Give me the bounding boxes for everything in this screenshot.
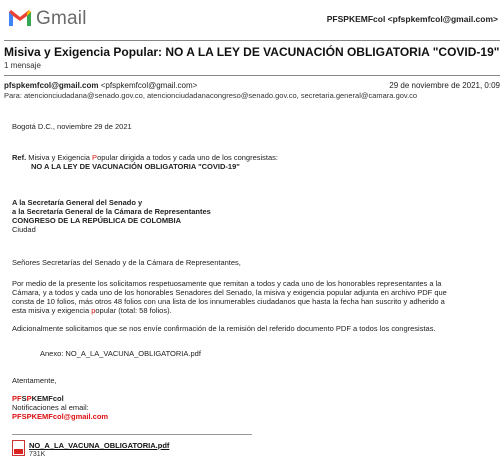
reference-title: NO A LA LEY DE VACUNACIÓN OBLIGATORIA "COVID-19" bbox=[31, 162, 240, 171]
sig-p: P bbox=[12, 394, 18, 403]
attachment-size: 731K bbox=[29, 451, 46, 458]
notification-email[interactable]: PFSPKEMFcol@gmail.com bbox=[12, 412, 109, 421]
notification-label: Notificaciones al email: bbox=[12, 403, 89, 412]
place-date: Bogotá D.C., noviembre 29 de 2021 bbox=[12, 122, 132, 131]
para1-l4-a: esta misiva y exigencia bbox=[12, 306, 92, 315]
attachment-link[interactable]: NO_A_LA_VACUNA_OBLIGATORIA.pdf bbox=[29, 441, 170, 450]
gmail-header bbox=[0, 0, 504, 40]
paragraph-1-line-4 bbox=[12, 306, 172, 315]
sender-address: <pfspkemfcol@gmail.com> bbox=[100, 81, 198, 90]
ref-text-p: P bbox=[92, 153, 98, 162]
sig-p2: P bbox=[26, 394, 32, 403]
address-line-2: a la Secretaría General de la Cámara de Representantes bbox=[12, 207, 211, 216]
paragraph-2: Adicionalmente solicitamos que se nos envíe confirmación de la remisión del referido documento PDF a todos los congresistas. bbox=[12, 324, 436, 333]
sig-rest: KEMFcol bbox=[31, 394, 64, 403]
email-subject: Misiva y Exigencia Popular: NO A LA LEY DE VACUNACIÓN OBLIGATORIA "COVID-19" bbox=[4, 45, 500, 59]
annex-line: Anexo: NO_A_LA_VACUNA_OBLIGATORIA.pdf bbox=[40, 349, 201, 358]
pdf-file-icon[interactable] bbox=[12, 440, 25, 456]
recipients: Para: atencionciudadana@senado.gov.co, atencionciudadanacongreso@senado.gov.co, secretaria.general@camara.gov.co bbox=[4, 91, 418, 100]
paragraph-1-line-3: consta de 10 folios, más otros 48 folios con una lista de los innumerables ciudadanos que hasta la fecha han suscrito y adherido a bbox=[12, 297, 445, 306]
gmail-brand[interactable]: Gmail bbox=[36, 8, 87, 29]
ref-text-b: opular dirigida a todos y cada uno de los congresistas: bbox=[97, 153, 279, 162]
message-count: 1 mensaje bbox=[4, 61, 41, 70]
message-date: 29 de noviembre de 2021, 0:09 bbox=[389, 81, 500, 90]
message-divider bbox=[4, 75, 500, 76]
paragraph-1-line-1: Por medio de la presente los solicitamos respetuosamente que remitan a todos y cada uno de los honorables representantes a la bbox=[12, 279, 442, 288]
signature-name bbox=[12, 394, 64, 403]
sig-s: S bbox=[21, 394, 27, 403]
account-label[interactable]: PFSPKEMFcol <pfspkemfcol@gmail.com> bbox=[326, 14, 498, 24]
address-line-1: A la Secretaría General del Senado y bbox=[12, 198, 143, 207]
header-divider bbox=[4, 40, 500, 41]
closing: Atentamente, bbox=[12, 376, 57, 385]
greeting: Señores Secretarías del Senado y de la Cámara de Representantes, bbox=[12, 258, 241, 267]
sender-line bbox=[4, 81, 197, 90]
ref-text-a: Misiva y Exigencia bbox=[28, 153, 93, 162]
para1-l4-p: p bbox=[91, 306, 96, 315]
address-line-3: CONGRESO DE LA REPÚBLICA DE COLOMBIA bbox=[12, 216, 182, 225]
ref-label: Ref. bbox=[12, 153, 27, 162]
sig-f: F bbox=[17, 394, 22, 403]
paragraph-1-line-2: Cámara, y a todos y cada uno de los honorables Senadores del Senado, la misiva y exigencia popular adjunta en archivo PDF que bbox=[12, 288, 447, 297]
attachment-divider bbox=[12, 434, 252, 435]
reference-line bbox=[12, 153, 278, 162]
address-line-4: Ciudad bbox=[12, 225, 36, 234]
sender-email[interactable]: pfspkemfcol@gmail.com bbox=[4, 81, 99, 90]
gmail-logo-icon[interactable] bbox=[8, 8, 32, 28]
para1-l4-b: opular (total: 58 folios). bbox=[95, 306, 172, 315]
